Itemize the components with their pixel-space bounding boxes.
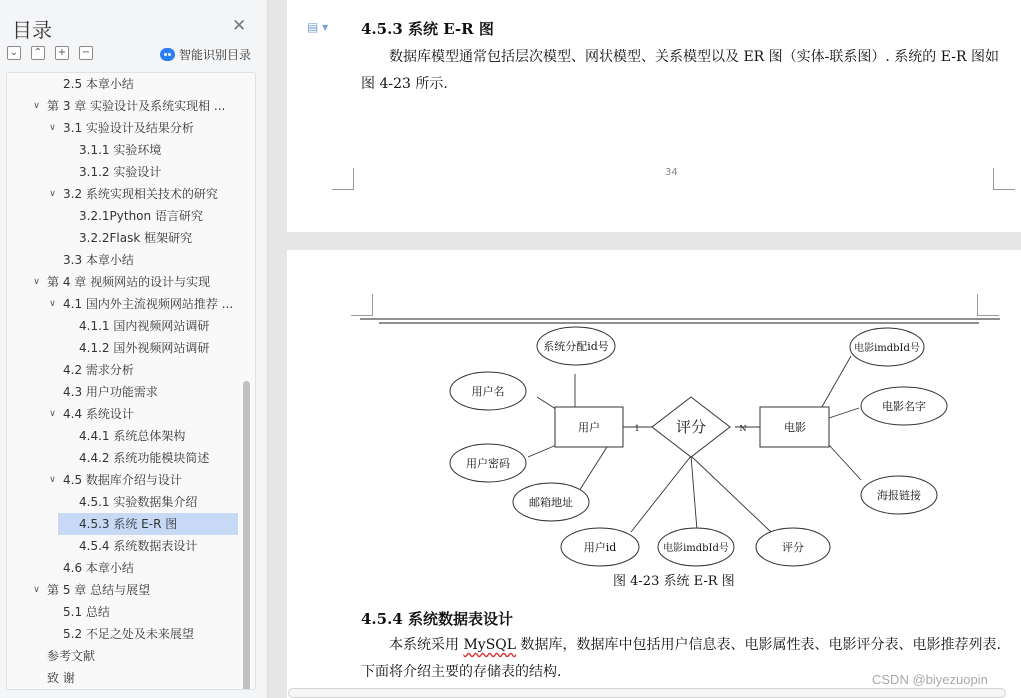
toc-item[interactable] bbox=[7, 601, 237, 623]
toc-item[interactable] bbox=[7, 491, 237, 513]
toc-item-label: 3.3 本章小结 bbox=[63, 253, 134, 267]
toc-item[interactable] bbox=[7, 557, 237, 579]
toc-item[interactable] bbox=[7, 359, 237, 381]
toc-item[interactable] bbox=[7, 315, 237, 337]
er-attribute-label: 系统分配id号 bbox=[543, 340, 609, 353]
toc-item-label: 4.5.3 系统 E-R 图 bbox=[79, 517, 178, 531]
toc-item-label: 4.6 本章小结 bbox=[63, 561, 134, 575]
chevron-down-icon[interactable]: ∨ bbox=[33, 277, 40, 287]
er-relationship-label: 评分 bbox=[675, 418, 707, 436]
remove-heading-icon[interactable]: − bbox=[79, 46, 93, 60]
toc-item-label: 4.4.1 系统总体架构 bbox=[79, 429, 186, 443]
toc-item-label: 4.5 数据库介绍与设计 bbox=[63, 473, 182, 487]
page-corner-mark bbox=[993, 168, 1015, 190]
toc-item-label: 4.1 国内外主流视频网站推荐 ... bbox=[63, 297, 234, 311]
er-diagram bbox=[351, 312, 1001, 572]
toc-item[interactable] bbox=[7, 579, 237, 601]
document-page bbox=[287, 0, 1021, 232]
page-corner-mark bbox=[332, 168, 354, 190]
ai-toc-label: 智能识别目录 bbox=[179, 47, 252, 62]
toc-item[interactable] bbox=[7, 469, 237, 491]
toc-item-label: 5.2 不足之处及未来展望 bbox=[63, 627, 194, 641]
toc-item-label: 5.1 总结 bbox=[63, 605, 110, 619]
body-paragraph: 数据库模型通常包括层次模型、网状模型、关系模型以及 ER 图（实体-联系图）. 系统的 E-R 图如图 4-23 所示. bbox=[361, 49, 999, 92]
close-icon[interactable]: ✕ bbox=[232, 16, 247, 36]
toc-title: 目录 bbox=[12, 18, 52, 42]
toc-item[interactable] bbox=[7, 249, 237, 271]
er-attribute-label: 邮箱地址 bbox=[529, 496, 573, 509]
toc-item[interactable] bbox=[58, 513, 238, 535]
chevron-down-icon[interactable]: ∨ bbox=[49, 189, 56, 199]
toc-item-label: 3.2.1Python 语言研究 bbox=[79, 209, 203, 223]
er-attribute-label: 电影名字 bbox=[882, 400, 926, 413]
toc-item[interactable] bbox=[7, 645, 237, 667]
toc-item-label: 4.4.2 系统功能模块简述 bbox=[79, 451, 210, 465]
toc-item-label: 4.1.2 国外视频网站调研 bbox=[79, 341, 210, 355]
document-page bbox=[287, 250, 1021, 698]
er-cardinality: N bbox=[739, 424, 747, 433]
toc-item-label: 3.2 系统实现相关技术的研究 bbox=[63, 187, 218, 201]
section-heading: 4.5.4 系统数据表设计 bbox=[361, 610, 513, 628]
collapse-all-icon[interactable]: ⌄ bbox=[7, 46, 21, 60]
document-area bbox=[269, 0, 1021, 698]
toc-item[interactable] bbox=[7, 623, 237, 645]
horizontal-scrollbar[interactable] bbox=[288, 688, 1006, 698]
section-heading: 4.5.3 系统 E-R 图 bbox=[361, 20, 494, 38]
figure-caption: 图 4-23 系统 E-R 图 bbox=[613, 574, 735, 589]
toc-item[interactable] bbox=[7, 73, 237, 95]
toc-item-label: 4.5.1 实验数据集介绍 bbox=[79, 495, 198, 509]
toc-scrollbar[interactable] bbox=[243, 381, 250, 690]
spellcheck-word[interactable]: MySQL bbox=[463, 637, 517, 653]
toc-item[interactable] bbox=[7, 183, 237, 205]
er-attribute-label: 用户名 bbox=[471, 385, 505, 398]
chevron-down-icon[interactable]: ∨ bbox=[49, 409, 56, 419]
toc-item[interactable] bbox=[7, 667, 237, 689]
toc-item[interactable] bbox=[7, 293, 237, 315]
chevron-down-icon[interactable]: ∨ bbox=[49, 123, 56, 133]
toc-item-label: 4.5.4 系统数据表设计 bbox=[79, 539, 198, 553]
chevron-down-icon[interactable]: ∨ bbox=[33, 585, 40, 595]
er-attribute-label: 海报链接 bbox=[877, 489, 921, 502]
ai-toc-button[interactable] bbox=[160, 45, 251, 63]
toc-item-label: 3.1.1 实验环境 bbox=[79, 143, 162, 157]
er-attribute-label: 用户密码 bbox=[466, 457, 510, 470]
toc-item-label: 4.1.1 国内视频网站调研 bbox=[79, 319, 210, 333]
toc-item[interactable] bbox=[7, 447, 237, 469]
toc-item-label: 参考文献 bbox=[47, 649, 96, 663]
toc-pane bbox=[0, 0, 268, 698]
add-heading-icon[interactable]: + bbox=[55, 46, 69, 60]
er-attribute-label: 电影imdbId号 bbox=[854, 343, 920, 354]
chevron-down-icon[interactable]: ∨ bbox=[33, 101, 40, 111]
er-attribute-label: 用户id bbox=[583, 541, 617, 554]
paragraph-text: 本系统采用 bbox=[389, 637, 464, 653]
er-attribute-label: 电影imdbId号 bbox=[663, 543, 729, 554]
toc-item-label: 第 5 章 总结与展望 bbox=[47, 583, 151, 597]
toc-item-label: 4.3 用户功能需求 bbox=[63, 385, 158, 399]
toc-item[interactable] bbox=[7, 425, 237, 447]
toc-tree bbox=[6, 72, 256, 690]
toc-item[interactable] bbox=[7, 139, 237, 161]
toc-item-label: 4.2 需求分析 bbox=[63, 363, 134, 377]
er-attribute-label: 评分 bbox=[782, 541, 804, 554]
chevron-down-icon[interactable]: ∨ bbox=[49, 475, 56, 485]
watermark: CSDN @biyezuopin bbox=[872, 672, 988, 687]
toc-item-label: 致 谢 bbox=[47, 671, 75, 685]
toc-item-label: 第 4 章 视频网站的设计与实现 bbox=[47, 275, 211, 289]
paragraph-text: 数据库，数据库中包括用户信息表、电影属性表、电影评分表、电影推荐列表. 下面将介绍主要的存储表的结构. bbox=[361, 637, 1001, 680]
er-cardinality: 1 bbox=[634, 424, 640, 433]
toc-item[interactable] bbox=[7, 271, 237, 293]
ai-robot-icon bbox=[160, 48, 175, 61]
toc-item[interactable] bbox=[7, 205, 237, 227]
toc-item-label: 2.5 本章小结 bbox=[63, 77, 134, 91]
page-number: 34 bbox=[665, 167, 678, 178]
expand-all-icon[interactable]: ⌃ bbox=[31, 46, 45, 60]
toc-item[interactable] bbox=[7, 161, 237, 183]
er-entity-label: 电影 bbox=[784, 421, 806, 434]
toc-item-label: 第 3 章 实验设计及系统实现相 ... bbox=[47, 99, 226, 113]
toc-item[interactable] bbox=[7, 403, 237, 425]
document-icon[interactable]: ▤ ▾ bbox=[307, 20, 329, 34]
toc-item[interactable] bbox=[7, 381, 237, 403]
toc-item-label: 3.2.2Flask 框架研究 bbox=[79, 231, 193, 245]
toc-item[interactable] bbox=[7, 117, 237, 139]
toc-item-label: 3.1.2 实验设计 bbox=[79, 165, 162, 179]
toc-item[interactable] bbox=[7, 95, 237, 117]
toc-item[interactable] bbox=[7, 337, 237, 359]
toc-item-label: 3.1 实验设计及结果分析 bbox=[63, 121, 194, 135]
toc-item[interactable] bbox=[7, 535, 237, 557]
er-entity-label: 用户 bbox=[578, 421, 600, 434]
toc-item[interactable] bbox=[7, 227, 237, 249]
chevron-down-icon[interactable]: ∨ bbox=[49, 299, 56, 309]
toc-item-label: 4.4 系统设计 bbox=[63, 407, 134, 421]
